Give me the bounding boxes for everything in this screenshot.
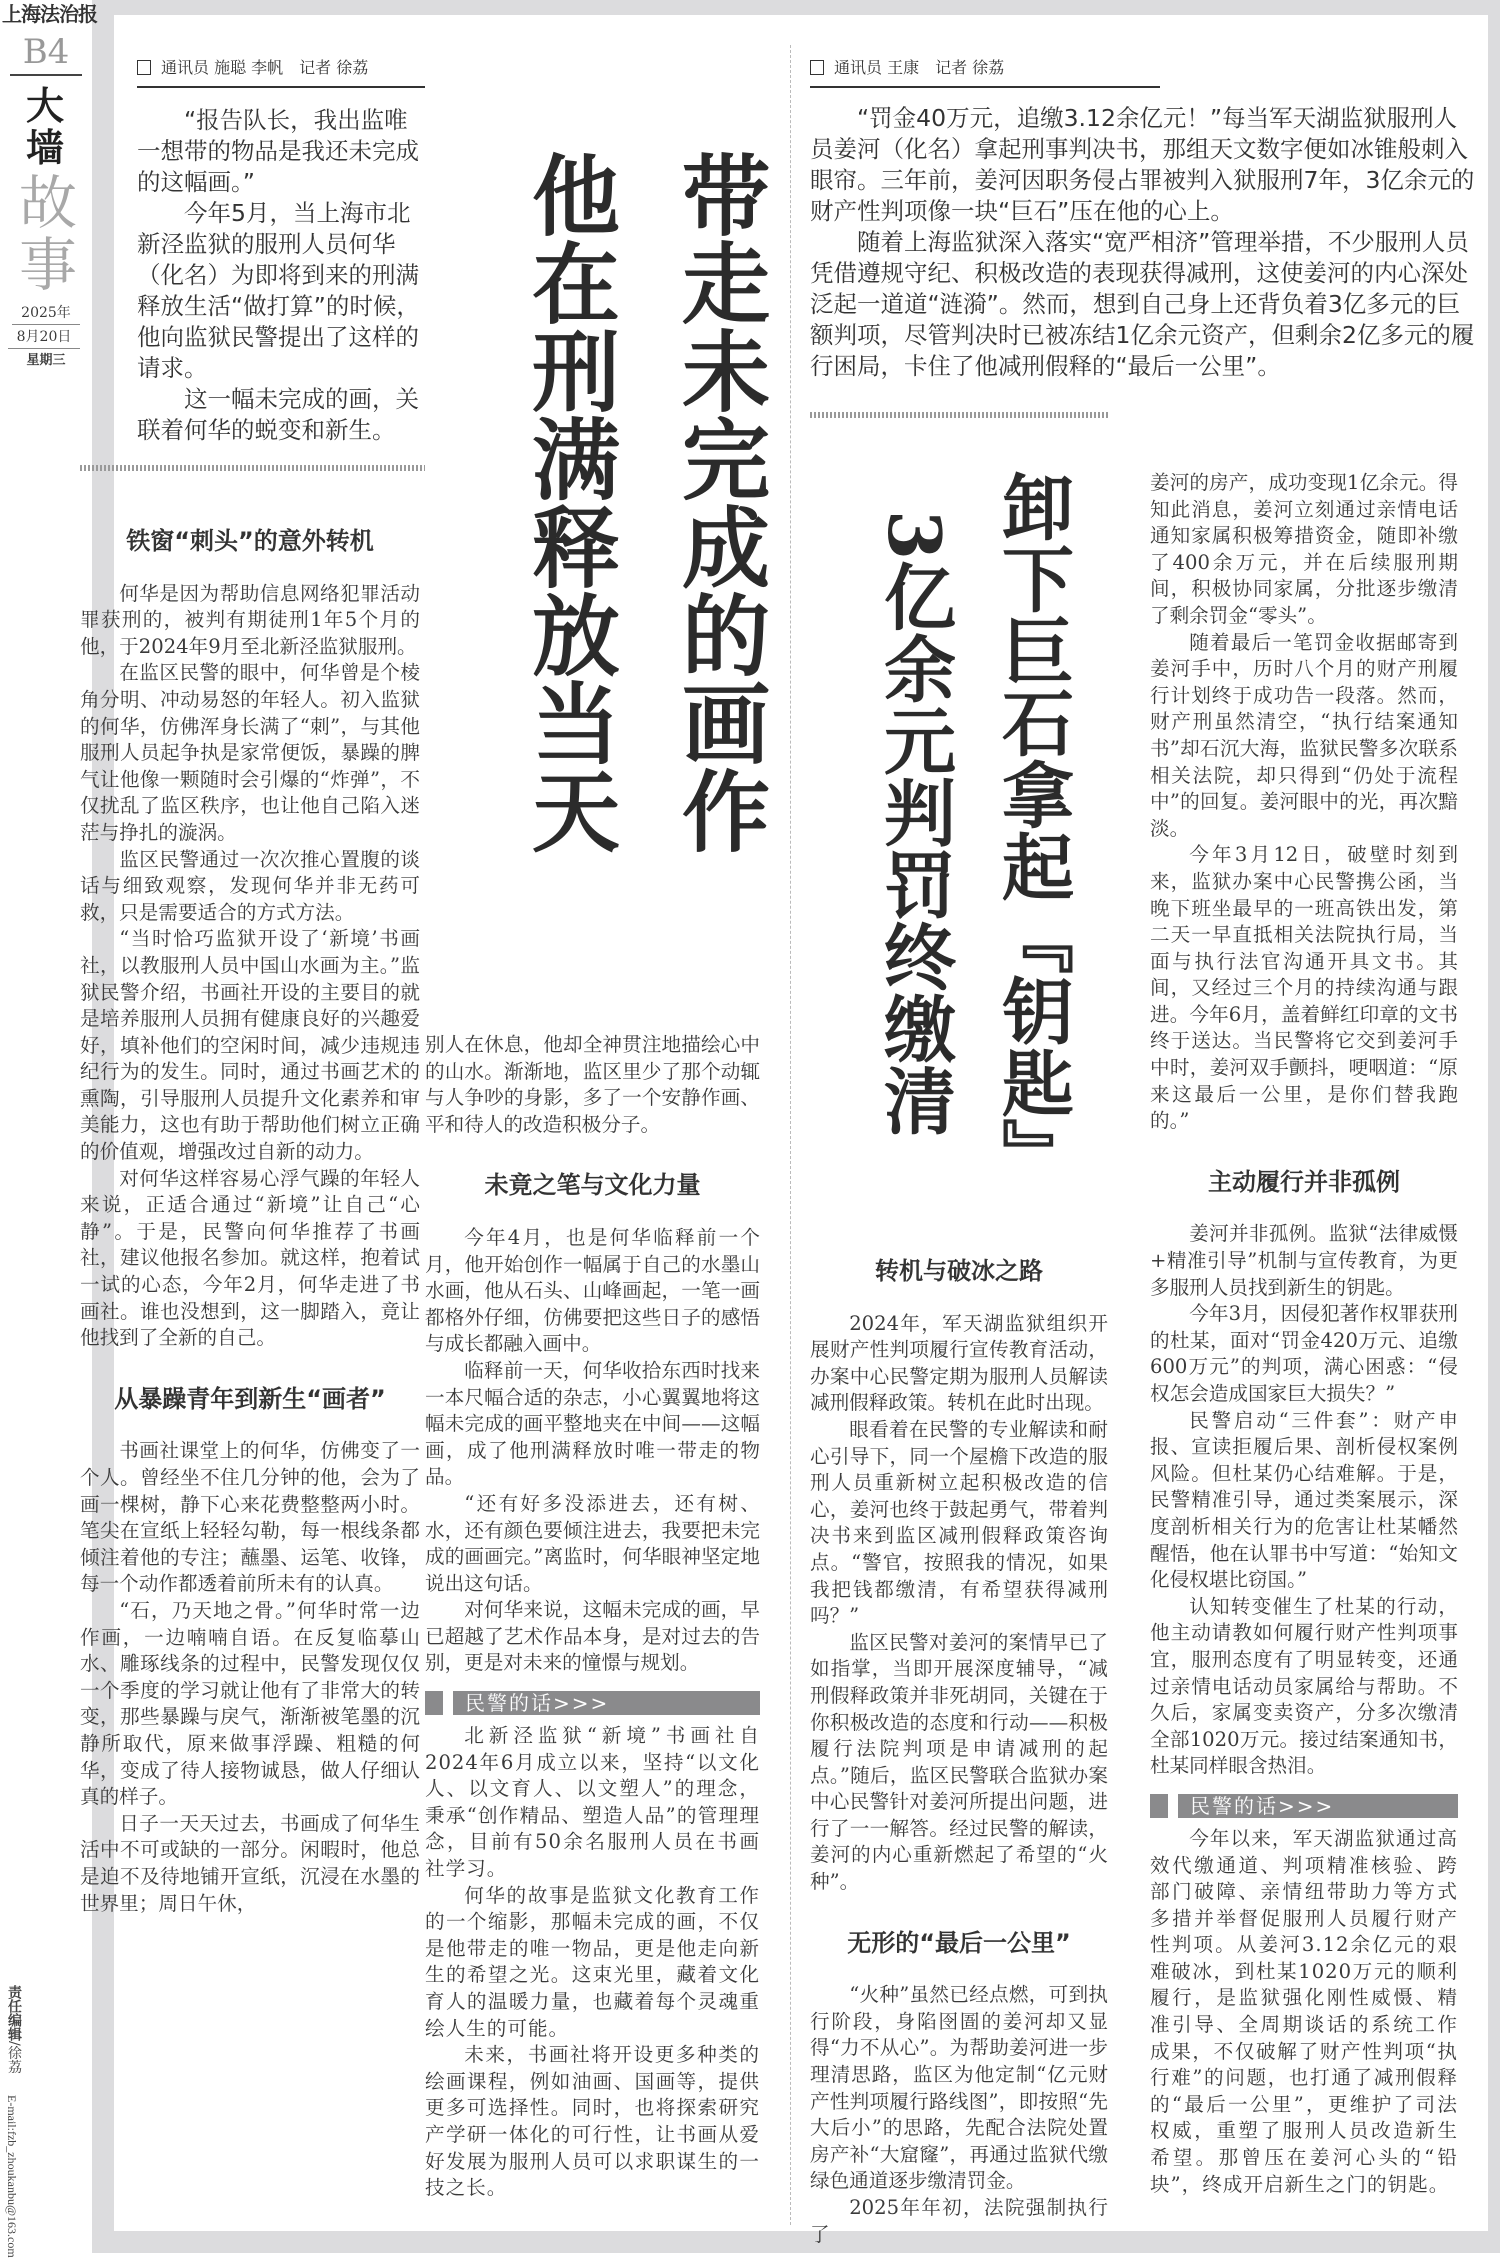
body-paragraph: 监区民警通过一次次推心置腹的谈话与细致观察，发现何华并非无药可救，只是需要适合的方式方法。 <box>80 847 420 924</box>
date-day: 8月20日 <box>8 328 80 349</box>
left-headline <box>495 150 795 854</box>
body-paragraph: 2025年年初，法院强制执行了 <box>810 2196 1108 2246</box>
editor-email: E-mail:fzb_zhoukanbu@163.com <box>5 2095 19 2258</box>
right-byline-text: 通讯员 王康 记者 徐荔 <box>834 58 1005 77</box>
body-paragraph: 别人在休息，他却全神贯注地描绘心中的山水。渐渐地，监区里少了那个动辄与人争吵的身影，多了一个安静作画、平和待人的改造积极分子。 <box>425 1033 760 1136</box>
police-words-label: 民警的话>>> <box>453 1691 760 1715</box>
section-heading: 从暴躁青年到新生“画者” <box>114 1384 386 1413</box>
body-paragraph: 姜河并非孤例。监狱“法律威慑+精准引导”机制与宣传教育，为更多服刑人员找到新生的钥匙。 <box>1150 1222 1458 1299</box>
column-subtitle: 故事 <box>18 169 77 299</box>
lead-paragraph: “罚金40万元，追缴3.12余亿元！”每当军天湖监狱服刑人员姜河（化名）拿起刑事判决书，那组天文数字便如冰锥般刺入眼帘。三年前，姜河因职务侵占罪被判入狱服刑7年，3亿余元的财产性判项像一块“巨石”压在他的心上。 <box>810 104 1475 225</box>
body-paragraph: 监区民警对姜河的案情早已了如指掌，当即开展深度辅导，“减刑假释政策并非死胡同，关键在于你积极改造的态度和行动——积极履行法院判项是申请减刑的起点。”随后，监区民警联合监狱办案中心民警针对姜河所提出问题，进行了一一解答。经过民警的解读，姜河的内心重新燃起了希望的“火种”。 <box>810 1630 1108 1894</box>
byline-square-icon <box>137 60 151 75</box>
body-paragraph: 何华是因为帮助信息网络犯罪活动罪获刑的，被判有期徒刑1年5个月的他，于2024年9月至北新泾监狱服刑。 <box>80 581 420 658</box>
lead-paragraph: 这一幅未完成的画，关联着何华的蜕变和新生。 <box>137 385 419 444</box>
editor-credit <box>4 1985 24 2074</box>
right-headline <box>855 470 1091 1190</box>
body-paragraph: 对何华来说，这幅未完成的画，早已超越了艺术作品本身，是对过去的告别，更是对未来的憧憬与规划。 <box>425 1598 760 1675</box>
dotted-separator <box>80 465 425 471</box>
body-paragraph: 日子一天天过去，书画成了何华生活中不可或缺的一部分。闲暇时，他总是迫不及待地铺开宣纸，沉浸在水墨的世界里；周日午休， <box>80 1811 420 1915</box>
body-paragraph: “石，乃天地之骨。”何华时常一边作画，一边喃喃自语。在反复临摹山水、雕琢线条的过程中，民警发现仅仅一个季度的学习就让他有了非常大的转变，那些暴躁与戾气，渐渐被笔墨的沉静所取代，原来做事浮躁、粗糙的何华，变成了待人接物诚恳，做人仔细认真的样子。 <box>80 1598 420 1809</box>
left-column-2 <box>425 1032 760 2202</box>
right-headline-line1: 卸下巨石拿起『钥匙』 <box>990 470 1075 1190</box>
body-paragraph: 对何华这样容易心浮气躁的年轻人来说，正适合通过“新境”让自己“心静”。于是，民警向何华推荐了书画社，建议他报名参加。就这样，抱着试一试的心态，今年2月，何华走进了书画社。谁也没想到，这一脚踏入，竟让他找到了全新的自己。 <box>80 1166 420 1350</box>
page-frame-bottom <box>92 2231 1500 2253</box>
body-paragraph: 今年以来，军天湖监狱通过高效代缴通道、判项精准核验、跨部门破障、亲情纽带助力等方式多措并举督促服刑人员履行财产性判项。从姜河3.12余亿元的艰难破冰，到杜某1020万元的顺利履行，是监狱强化刚性威慑、精准引导、全周期谈话的系统工作成果，不仅破解了财产性判项“执行难”的问题，也打通了减刑假释的“最后一公里”，更维护了司法权威，重塑了服刑人员改造新生希望。那曾压在姜河心头的“铅块”，终成开启新生之门的钥匙。 <box>1150 1826 1458 2196</box>
body-paragraph: “还有好多没添进去，还有树、水，还有颜色要倾注进去，我要把未完成的画画完。”离监时，何华眼神坚定地说出这句话。 <box>425 1491 760 1595</box>
page-frame-top <box>92 0 1500 15</box>
body-paragraph: 书画社课堂上的何华，仿佛变了一个人。曾经坐不住几分钟的他，会为了画一棵树，静下心来花费整整两小时。笔尖在宣纸上轻轻勾勒，每一根线条都倾注着他的专注；蘸墨、运笔、收锋，每一个动作都透着前所未有的认真。 <box>80 1439 420 1596</box>
right-headline-line2: 3亿余元判罚终缴清 <box>872 510 957 1137</box>
left-headline-line2: 他在刑满释放当天 <box>518 150 622 854</box>
right-byline <box>810 55 1160 88</box>
body-paragraph: 今年3月，因侵犯著作权罪获刑的杜某，面对“罚金420万元、追缴600万元”的判项，满心困惑：“侵权怎会造成国家巨大损失？” <box>1150 1302 1458 1405</box>
body-paragraph: 2024年，军天湖监狱组织开展财产性判项履行宣传教育活动，办案中心民警定期为服刑人员解读减刑假释政策。转机在此时出现。 <box>810 1311 1108 1415</box>
lead-paragraph: 今年5月，当上海市北新泾监狱的服刑人员何华（化名）为即将到来的刑满释放生活“做打算”的时候，他向监狱民警提出了这样的请求。 <box>137 199 420 382</box>
left-byline <box>137 55 425 88</box>
police-words-banner <box>425 1691 760 1715</box>
police-words-banner <box>1150 1794 1458 1818</box>
date-year: 2025年 <box>12 304 80 325</box>
police-words-body <box>1150 1826 1458 2198</box>
right-column-2 <box>1150 470 1458 2198</box>
body-paragraph: 随着最后一笔罚金收据邮寄到姜河手中，历时八个月的财产刑履行计划终于成功告一段落。然而，财产刑虽然清空，“执行结案通知书”却石沉大海，监狱民警多次联系相关法院，却只得到“仍处于流程中”的回复。姜河眼中的光，再次黯淡。 <box>1150 630 1458 840</box>
editor-name: /徐荔 <box>6 2041 22 2074</box>
body-paragraph: “当时恰巧监狱开设了‘新境’书画社，以教服刑人员中国山水画为主。”监狱民警介绍，书画社开设的主要目的就是培养服刑人员拥有健康良好的兴趣爱好，填补他们的空闲时间，减少违规违纪行为的发生。同时，通过书画艺术的熏陶，引导服刑人员提升文化素养和审美能力，这也有助于帮助他们树立正确的价值观，增强改过自新的动力。 <box>80 927 420 1164</box>
body-paragraph: 民警启动“三件套”：财产申报、宣读拒履后果、剖析侵权案例风险。但杜某仍心结难解。于是，民警精准引导，通过类案展示，深度剖析相关行为的危害让杜某幡然醒悟，他在认罪书中写道：“始知文化侵权堪比窃国。” <box>1150 1408 1458 1592</box>
section-heading: 未竟之笔与文化力量 <box>484 1171 701 1200</box>
body-paragraph: 姜河的房产，成功变现1亿余元。得知此消息，姜河立刻通过亲情电话通知家属积极筹措资金，随即补缴了400余万元，并在后续服刑期间，积极协同家属，分批逐步缴清了剩余罚金“零头”。 <box>1150 471 1458 627</box>
body-paragraph: 临释前一天，何华收拾东西时找来一本尺幅合适的杂志，小心翼翼地将这幅未完成的画平整地夹在中间——这幅画，成了他刑满释放时唯一带走的物品。 <box>425 1358 760 1489</box>
body-paragraph: 何华的故事是监狱文化教育工作的一个缩影，那幅未完成的画，不仅是他带走的唯一物品，更是他走向新生的希望之光。这束光里，藏着文化育人的温暖力量，也藏着每个灵魂重绘人生的可能。 <box>425 1883 760 2040</box>
lead-paragraph: “报告队长，我出监唯一想带的物品是我还未完成的这幅画。” <box>137 106 419 196</box>
body-paragraph: 眼看着在民警的专业解读和耐心引导下，同一个屋檐下改造的服刑人员重新树立起积极改造的信心，姜河也终于鼓起勇气，带着判决书来到监区减刑假释政策咨询点。“警官，按照我的情况，如果我把钱都缴清，有希望获得减刑吗？” <box>810 1417 1108 1628</box>
editor-label: 责任编辑 <box>6 1985 22 2041</box>
section-heading: 无形的“最后一公里” <box>847 1928 1071 1957</box>
left-column-1 <box>80 528 420 1917</box>
column-name: 大墙 <box>25 83 64 170</box>
left-byline-text: 通讯员 施聪 李帆 记者 徐荔 <box>161 58 369 77</box>
section-heading: 铁窗“刺头”的意外转机 <box>126 527 374 555</box>
page-number: B4 <box>10 32 82 76</box>
byline-square-icon <box>810 60 824 75</box>
police-words-label: 民警的话>>> <box>1178 1794 1458 1818</box>
body-paragraph: “火种”虽然已经点燃，可到执行阶段，身陷囹圄的姜河却又显得“力不从心”。为帮助姜河进一步理清思路，监区为他定制“亿元财产性判项履行路线图”，即按照“先大后小”的思路，先配合法院处置房产补“大窟窿”，再通过监狱代缴绿色通道逐步缴清罚金。 <box>810 1983 1108 2193</box>
dotted-separator <box>810 412 1110 418</box>
right-column-1 <box>810 1258 1108 2248</box>
lead-paragraph: 随着上海监狱深入落实“宽严相济”管理举措，不少服刑人员凭借遵规守纪、积极改造的表现获得减刑，这使姜河的内心深处泛起一道道“涟漪”。然而，想到自己身上还背负着3亿多元的巨额判项，尽管判决时已被冻结1亿余元资产，但剩余2亿多元的履行困局，卡住了他减刑假释的“最后一公里”。 <box>810 228 1475 380</box>
page-frame-right <box>1488 0 1500 2253</box>
body-paragraph: 未来，书画社将开设更多种类的绘画课程，例如油画、国画等，提供更多可选择性。同时，也将探索研究产学研一体化的可行性，让书画从爱好发展为服刑人员可以求职谋生的一技之长。 <box>425 2043 760 2200</box>
masthead-sidebar <box>0 0 97 400</box>
right-lead <box>810 103 1475 382</box>
body-paragraph: 认知转变催生了杜某的行动，他主动请教如何履行财产性判项事宜，服刑态度有了明显转变，还通过亲情电话动员家属给与帮助。不久后，家属变卖资产，分多次缴清全部1020万元。接过结案通知书，杜某同样眼含热泪。 <box>1150 1594 1458 1778</box>
banner-square-icon <box>425 1691 443 1715</box>
section-heading: 转机与破冰之路 <box>875 1257 1043 1285</box>
body-paragraph: 在监区民警的眼中，何华曾是个棱角分明、冲动易怒的年轻人。初入监狱的何华，仿佛浑身长满了“刺”，与其他服刑人员起争执是家常便饭，暴躁的脾气让他像一颗随时会引爆的“炸弹”，不仅扰乱了监区秩序，也让他自己陷入迷茫与挣扎的漩涡。 <box>80 661 420 844</box>
newspaper-logo: 上海法治报 <box>2 2 97 26</box>
weekday: 星期三 <box>26 353 66 368</box>
body-paragraph: 北新泾监狱“新境”书画社自2024年6月成立以来，坚持“以文化人、以文育人、以文塑人”的理念，秉承“创作精品、塑造人品”的管理理念，目前有50余名服刑人员在书画社学习。 <box>425 1724 760 1881</box>
banner-square-icon <box>1150 1794 1168 1818</box>
body-paragraph: 今年4月，也是何华临释前一个月，他开始创作一幅属于自己的水墨山水画，他从石头、山峰画起，一笔一画都格外仔细，仿佛要把这些日子的感悟与成长都融入画中。 <box>425 1225 760 1356</box>
police-words-body <box>425 1723 760 2202</box>
body-paragraph: 今年3月12日，破壁时刻到来，监狱办案中心民警携公函，当晚下班坐最早的一班高铁出发，第二天一早直抵相关法院执行局，当面与执行法官沟通开具文书。其间，又经过三个月的持续沟通与跟进。今年6月，盖着鲜红印章的文书终于送达。当民警将它交到姜河手中时，姜河双手颤抖，哽咽道：“原来这最后一公里，是你们替我跑的。” <box>1150 843 1458 1133</box>
left-lead <box>137 105 427 446</box>
section-heading: 主动履行并非孤例 <box>1208 1167 1400 1196</box>
left-headline-line1: 带走未完成的画作 <box>668 150 772 854</box>
